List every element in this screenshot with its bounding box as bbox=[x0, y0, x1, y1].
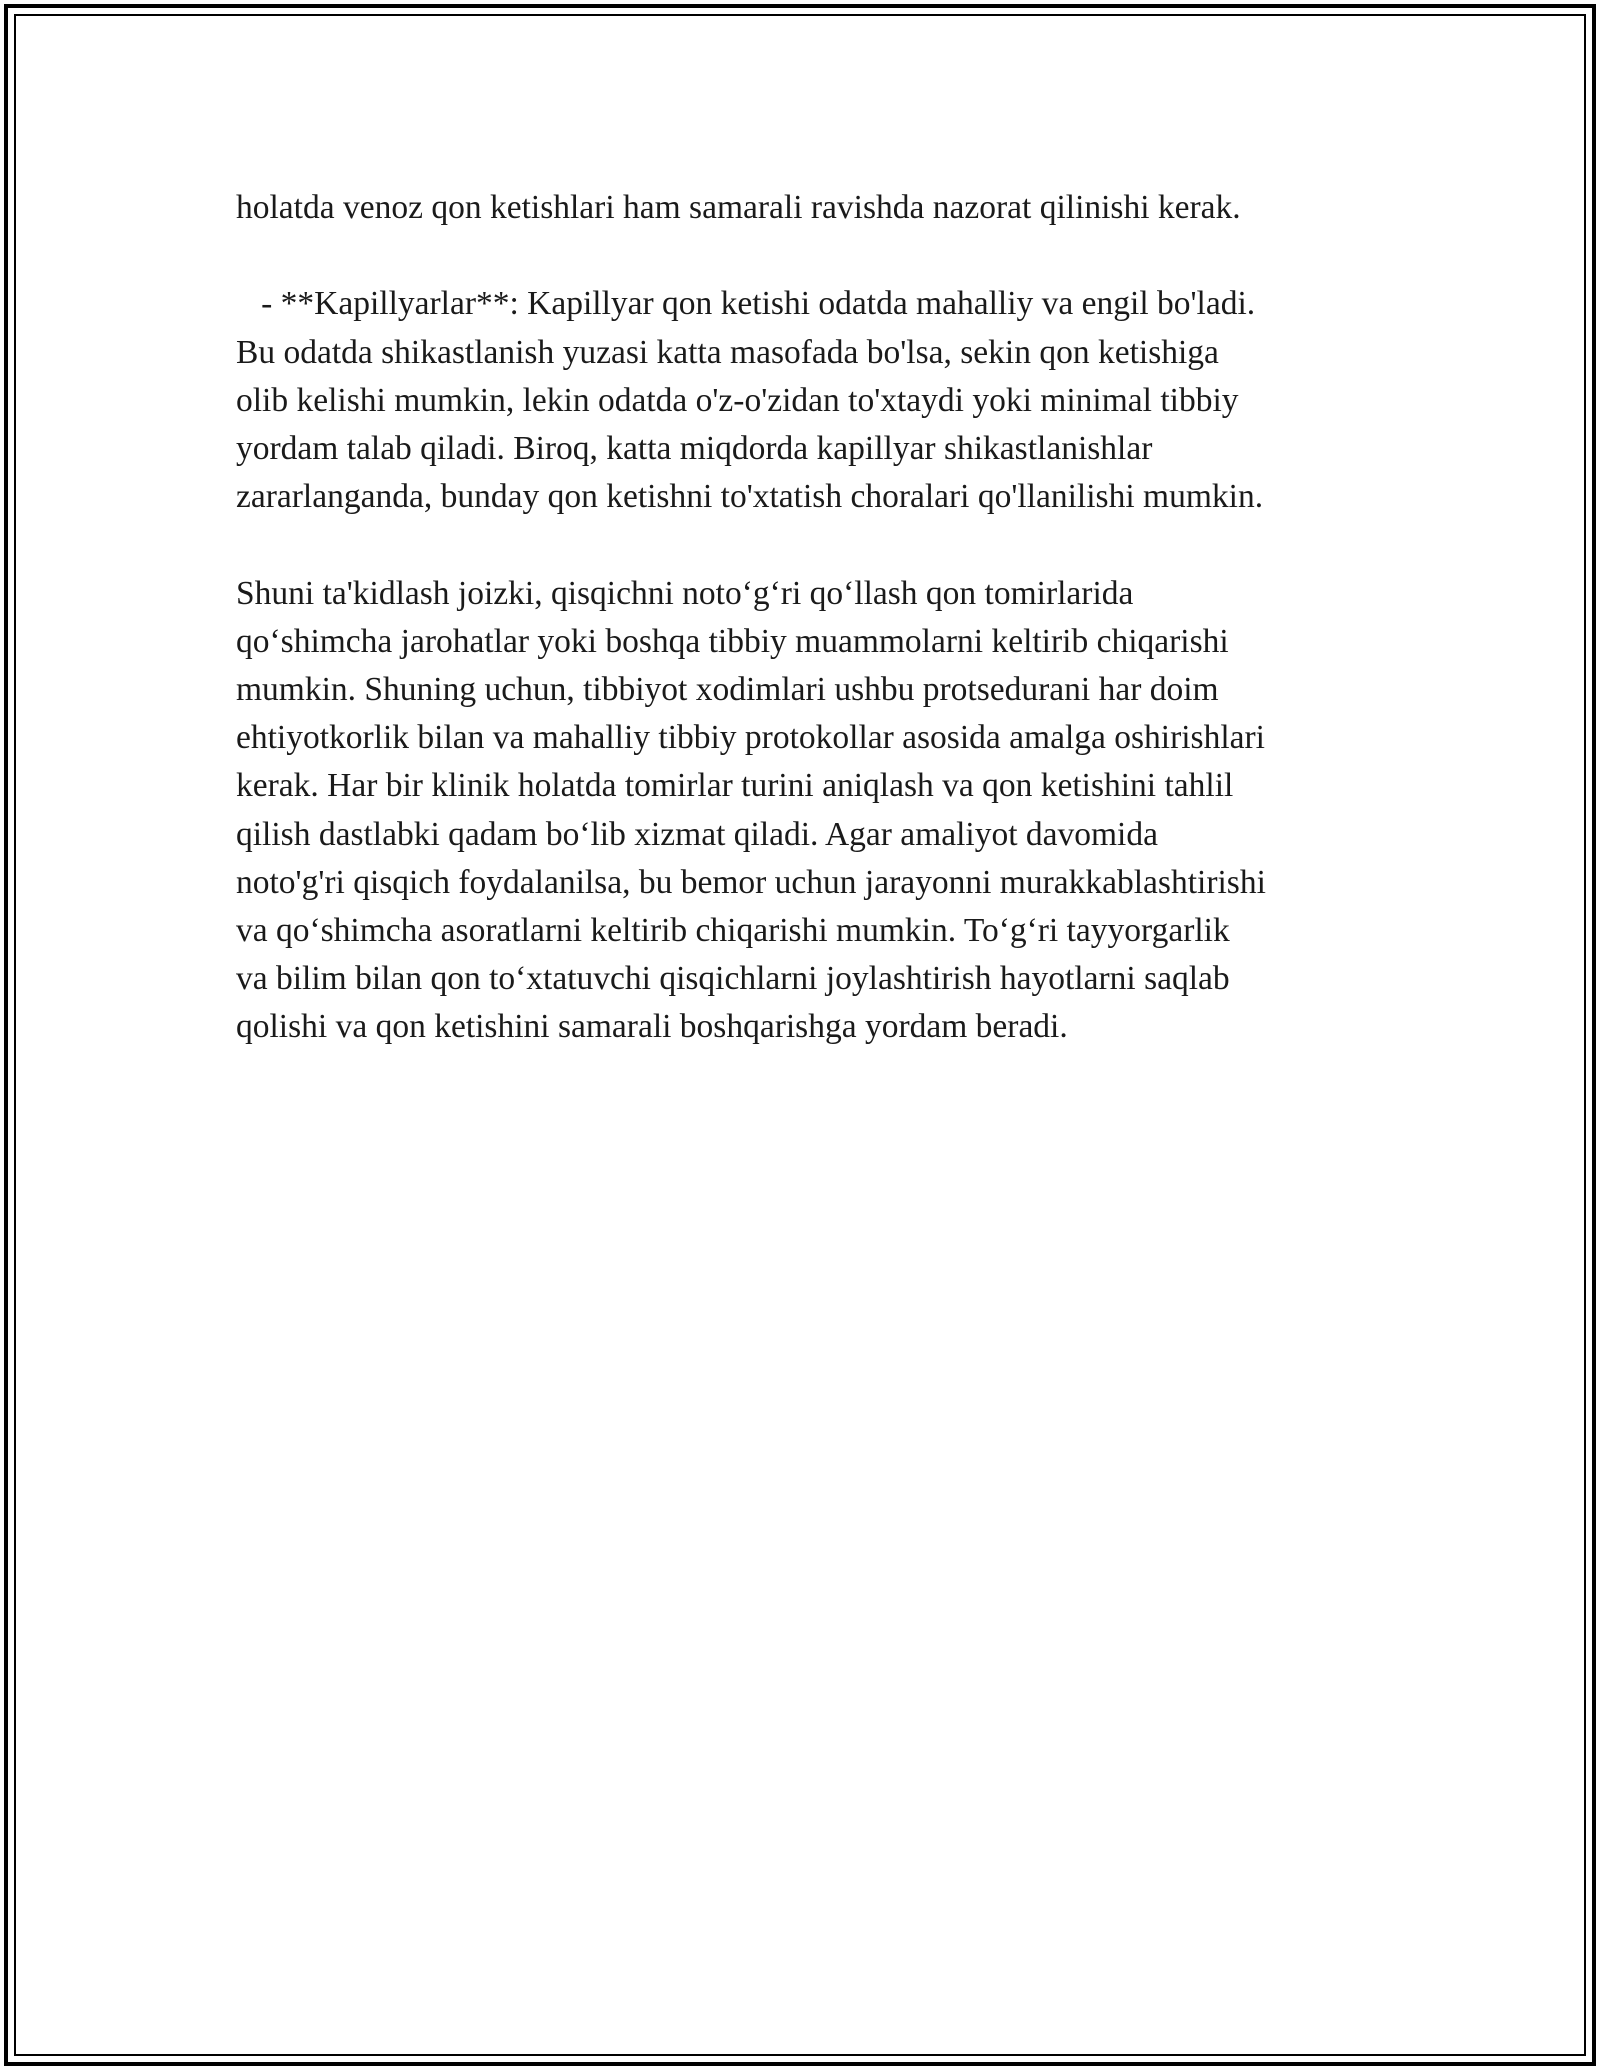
text-line: mumkin. Shuning uchun, tibbiyot xodimlari ushbu protsedurani har doim bbox=[236, 671, 1219, 708]
text-line: holatda venoz qon ketishlari ham samarali ravishda nazorat qilinishi kerak. bbox=[236, 189, 1241, 226]
text-line: yordam talab qiladi. Biroq, katta miqdorda kapillyar shikastlanishlar bbox=[236, 430, 1153, 467]
text-line: va bilim bilan qon to‘xtatuvchi qisqichlarni joylashtirish hayotlarni saqlab bbox=[236, 960, 1230, 998]
text-line: qo‘shimcha jarohatlar yoki boshqa tibbiy muammolarni keltirib chiqarishi bbox=[236, 622, 1229, 660]
text-line: ehtiyotkorlik bilan va mahalliy tibbiy protokollar asosida amalga oshirishlari bbox=[236, 719, 1265, 757]
text-line: qolishi va qon ketishini samarali boshqarishga yordam beradi. bbox=[236, 1008, 1068, 1046]
paragraph-venous-bleeding-end bbox=[236, 184, 1366, 232]
text-line: qilish dastlabki qadam bo‘lib xizmat qiladi. Agar amaliyot davomida bbox=[236, 815, 1158, 853]
text-line: va qo‘shimcha asoratlarni keltirib chiqarishi mumkin. To‘g‘ri tayyorgarlik bbox=[236, 912, 1230, 950]
document-body bbox=[236, 184, 1366, 1052]
paragraph-spacer bbox=[236, 232, 1366, 280]
text-line: - **Kapillyarlar**: Kapillyar qon ketishi odatda mahalliy va engil bo'ladi. bbox=[236, 285, 1256, 323]
text-line: zararlanganda, bunday qon ketishni to'xtatish choralari qo'llanilishi mumkin. bbox=[236, 478, 1264, 516]
text-line: Bu odatda shikastlanish yuzasi katta masofada bo'lsa, sekin qon ketishiga bbox=[236, 333, 1219, 371]
text-line: kerak. Har bir klinik holatda tomirlar turini aniqlash va qon ketishini tahlil bbox=[236, 767, 1234, 805]
text-line: noto'g'ri qisqich foydalanilsa, bu bemor uchun jarayonni murakkablashtirishi bbox=[236, 863, 1266, 901]
text-line: Shuni ta'kidlash joizki, qisqichni noto‘g‘ri qo‘llash qon tomirlarida bbox=[236, 574, 1134, 612]
paragraph-spacer bbox=[236, 521, 1366, 569]
text-line: olib kelishi mumkin, lekin odatda o'z-o'zidan to'xtaydi yoki minimal tibbiy bbox=[236, 381, 1239, 419]
paragraph-capillaries bbox=[236, 280, 1366, 521]
paragraph-clamp-warning bbox=[236, 570, 1366, 1052]
